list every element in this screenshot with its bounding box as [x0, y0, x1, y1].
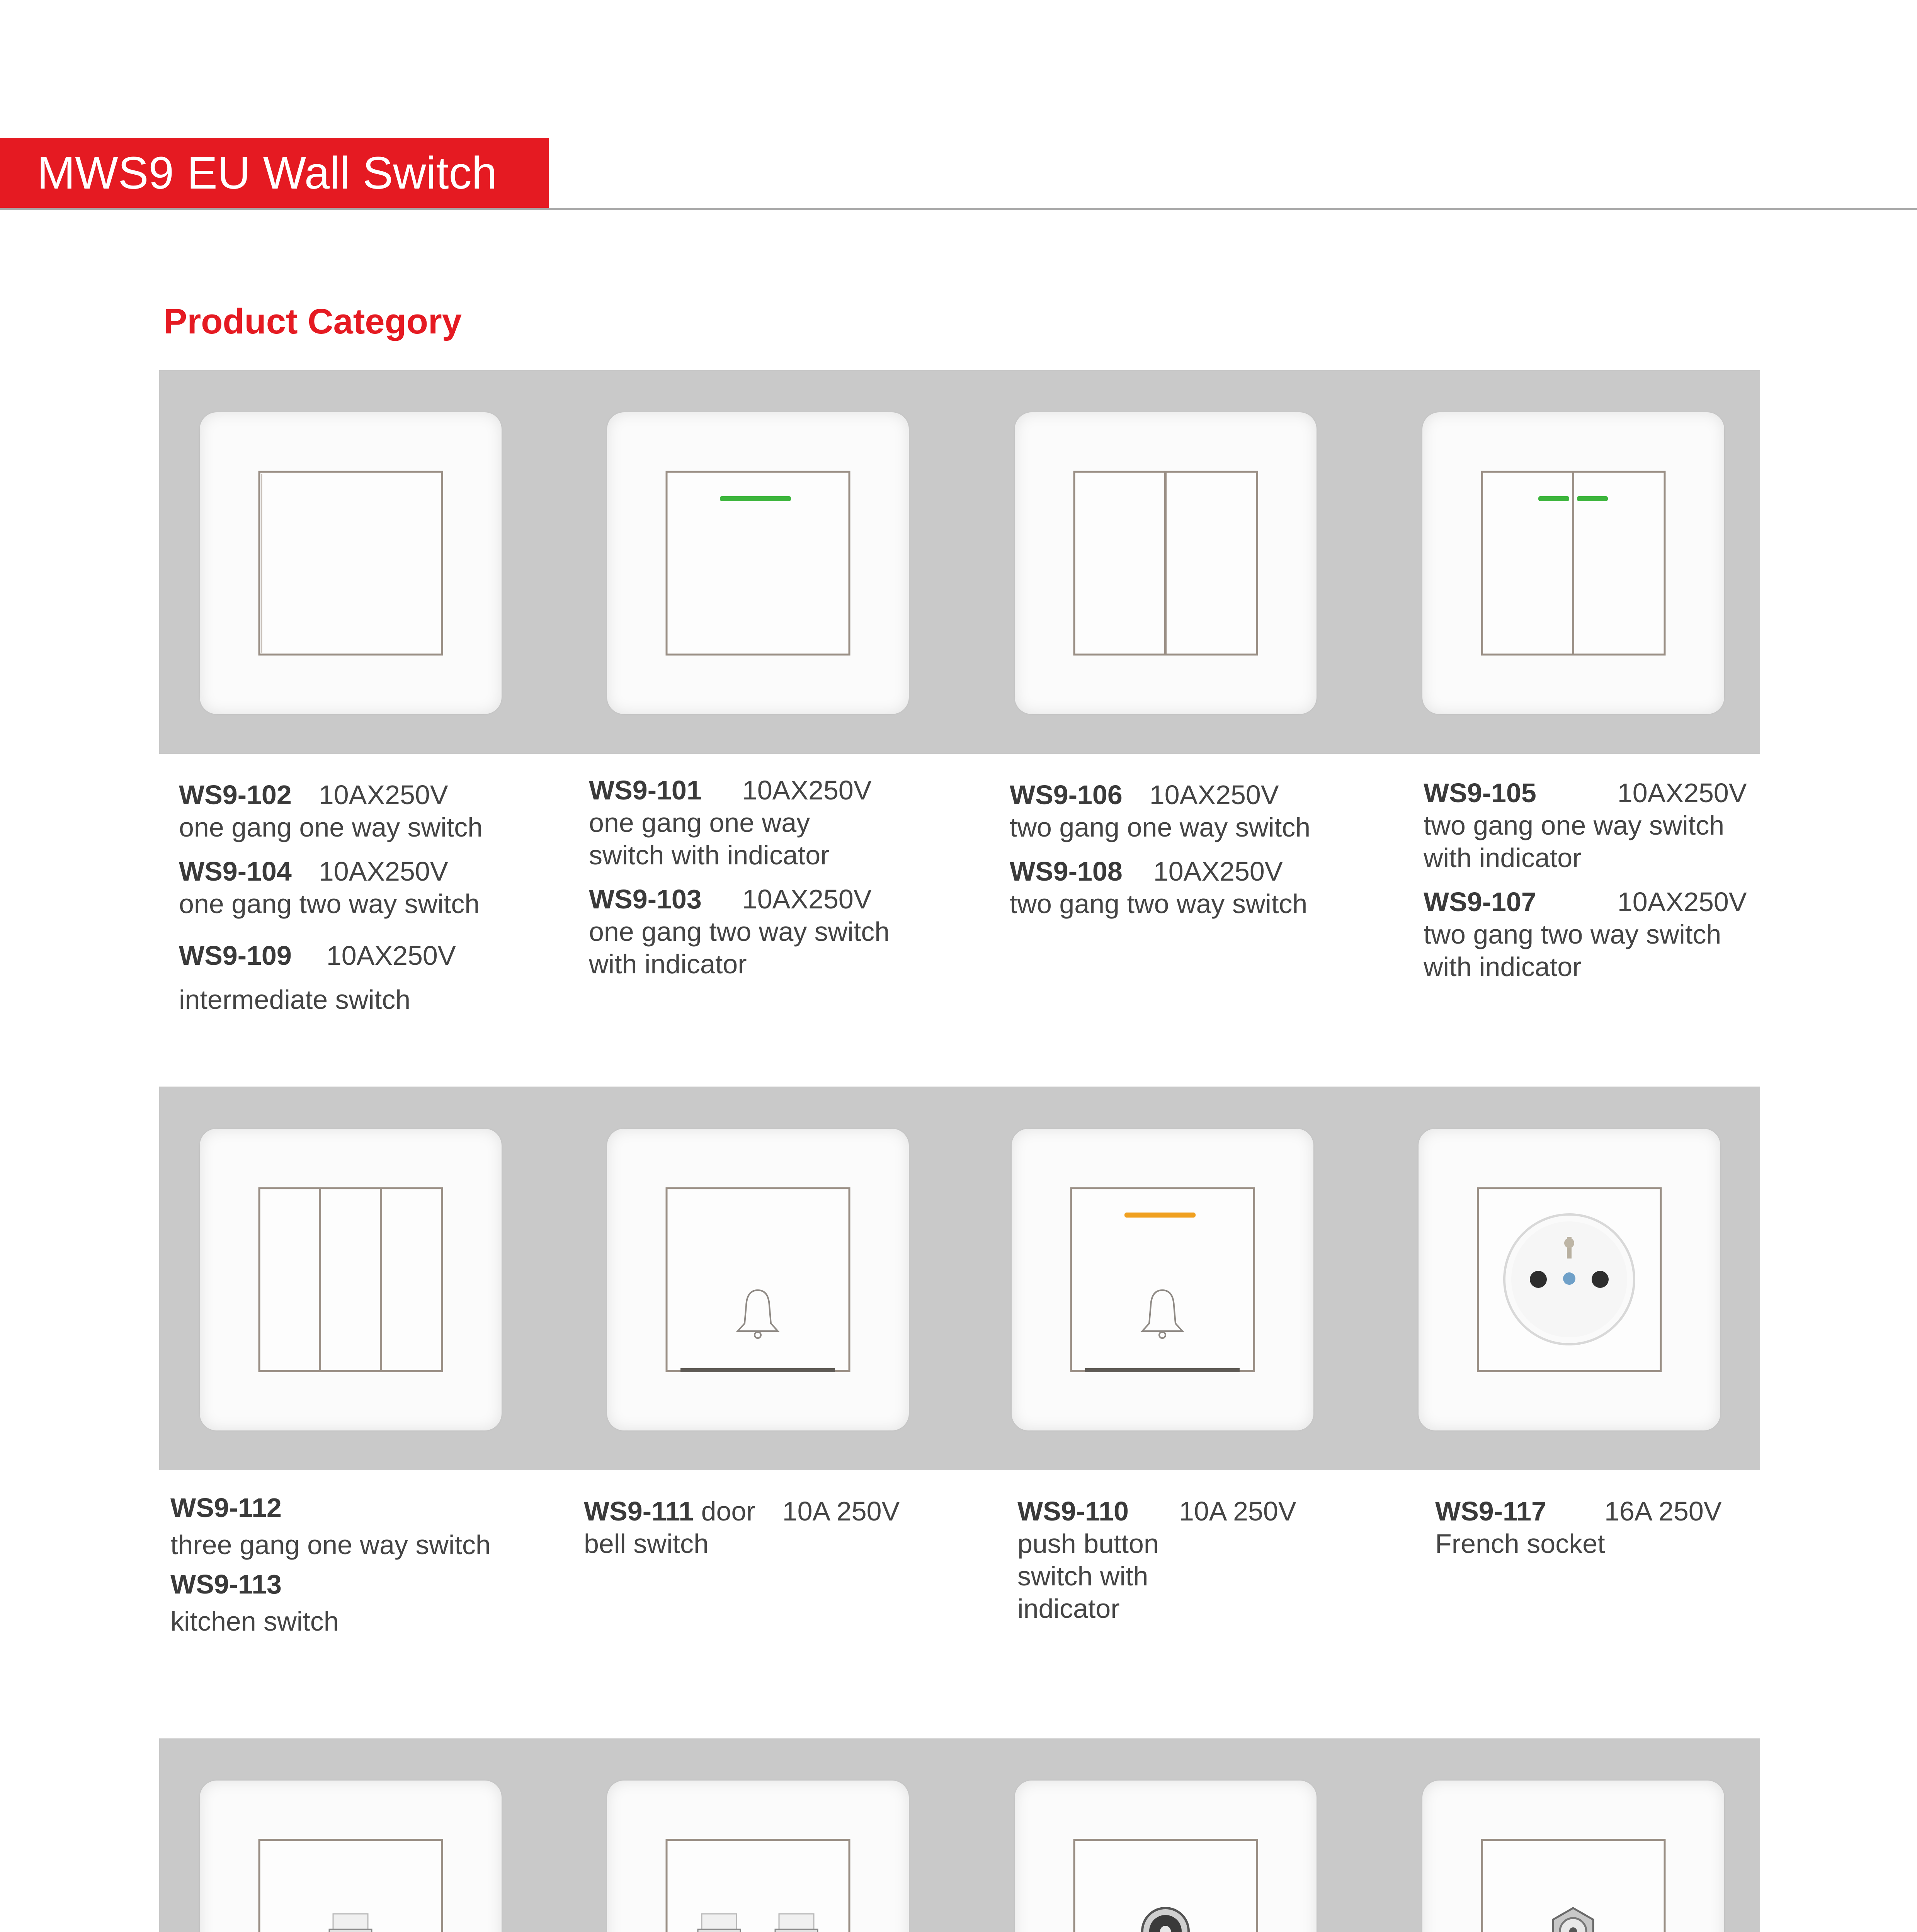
product-image-one-gang-switch-indicator [607, 412, 909, 714]
product-description: one gang two way switch [179, 889, 480, 919]
product-code: WS9-103 [589, 884, 702, 914]
product-code: WS9-102 [179, 780, 292, 810]
switch-illustration [200, 412, 502, 714]
product-spec: 10A 250V [782, 1496, 900, 1526]
label-group-r2c4 [1435, 1495, 1722, 1560]
product-image-tv-socket [1015, 1781, 1317, 1932]
product-description: three gang one way switch [170, 1530, 491, 1560]
label-group-r1c1 [179, 779, 483, 1016]
product-image-french-socket [1419, 1129, 1720, 1430]
product-image-door-bell-switch [607, 1129, 909, 1430]
product-code: WS9-105 [1424, 778, 1536, 808]
product-image-two-gang-rj [607, 1781, 909, 1932]
product-description: switch with [1017, 1561, 1148, 1591]
rj45-jack-icon [698, 1914, 740, 1932]
product-spec: 10AX250V [326, 940, 456, 971]
product-description: with indicator [1424, 843, 1582, 873]
product-code: WS9-112 [170, 1493, 282, 1523]
product-description: two gang two way switch [1424, 919, 1721, 949]
product-code: WS9-111 [584, 1496, 694, 1526]
product-image-two-gang-switch-indicator [1422, 412, 1724, 714]
product-description: bell switch [584, 1529, 709, 1559]
rj45-jack-icon [775, 1914, 818, 1932]
catalog-title [37, 147, 497, 199]
product-code: WS9-106 [1010, 780, 1123, 810]
product-code: WS9-108 [1010, 856, 1123, 886]
product-description: two gang two way switch [1010, 889, 1308, 919]
series-title: EU Wall Switch [187, 147, 497, 199]
label-group-r2c1 [170, 1492, 491, 1638]
product-description: French socket [1435, 1529, 1605, 1559]
product-spec: 10AX250V [1617, 887, 1747, 917]
rj45-jack-icon [329, 1914, 372, 1932]
section-heading: Product Category [163, 302, 462, 341]
series-name: MWS9 [37, 147, 174, 199]
product-description: with indicator [1424, 952, 1582, 982]
product-description: switch with indicator [589, 840, 830, 870]
product-code: WS9-104 [179, 856, 292, 886]
product-spec: 10AX250V [318, 780, 448, 810]
product-code: WS9-101 [589, 775, 702, 805]
product-description: one gang one way switch [179, 812, 483, 842]
product-image-three-gang-switch [200, 1129, 502, 1430]
product-spec: 10AX250V [1149, 780, 1279, 810]
product-code: WS9-110 [1017, 1496, 1129, 1526]
label-group-r2c3 [1017, 1495, 1296, 1625]
indicator-light-icon [1124, 1213, 1196, 1218]
product-spec: 10A 250V [1179, 1496, 1296, 1526]
product-description: with indicator [589, 949, 747, 979]
label-group-r1c3 [1010, 779, 1310, 920]
product-description: push button [1017, 1529, 1159, 1559]
indicator-light-icon [1577, 496, 1608, 501]
product-description: intermediate switch [179, 985, 411, 1015]
product-description: kitchen switch [170, 1606, 339, 1636]
product-spec: 16A 250V [1604, 1496, 1722, 1526]
product-spec: 10AX250V [742, 775, 872, 805]
product-code: WS9-109 [179, 940, 292, 971]
product-image-one-gang-rj45 [200, 1781, 502, 1932]
product-description: one gang one way [589, 808, 810, 838]
product-spec: 10AX250V [318, 856, 448, 886]
product-description: one gang two way switch [589, 917, 890, 947]
catalog-header-bar [0, 138, 549, 208]
product-description: two gang one way switch [1424, 810, 1725, 840]
product-code: WS9-117 [1435, 1496, 1546, 1526]
label-group-r1c4 [1424, 777, 1747, 983]
product-image-two-gang-switch [1015, 412, 1317, 714]
product-description: door [694, 1496, 755, 1526]
label-group-r2c2 [584, 1495, 900, 1560]
product-code: WS9-113 [170, 1569, 282, 1599]
label-group-r1c2 [589, 774, 890, 980]
product-spec: 10AX250V [742, 884, 872, 914]
product-spec: 10AX250V [1153, 856, 1283, 886]
product-image-push-button-indicator [1012, 1129, 1313, 1430]
product-image-one-gang-switch [200, 412, 502, 714]
indicator-light-icon [720, 496, 791, 501]
product-description: indicator [1017, 1594, 1120, 1624]
product-description: two gang one way switch [1010, 812, 1311, 842]
product-spec: 10AX250V [1617, 778, 1747, 808]
product-image-sat-socket [1422, 1781, 1724, 1932]
product-code: WS9-107 [1424, 887, 1536, 917]
indicator-light-icon [1538, 496, 1569, 501]
header-divider [0, 208, 1917, 210]
